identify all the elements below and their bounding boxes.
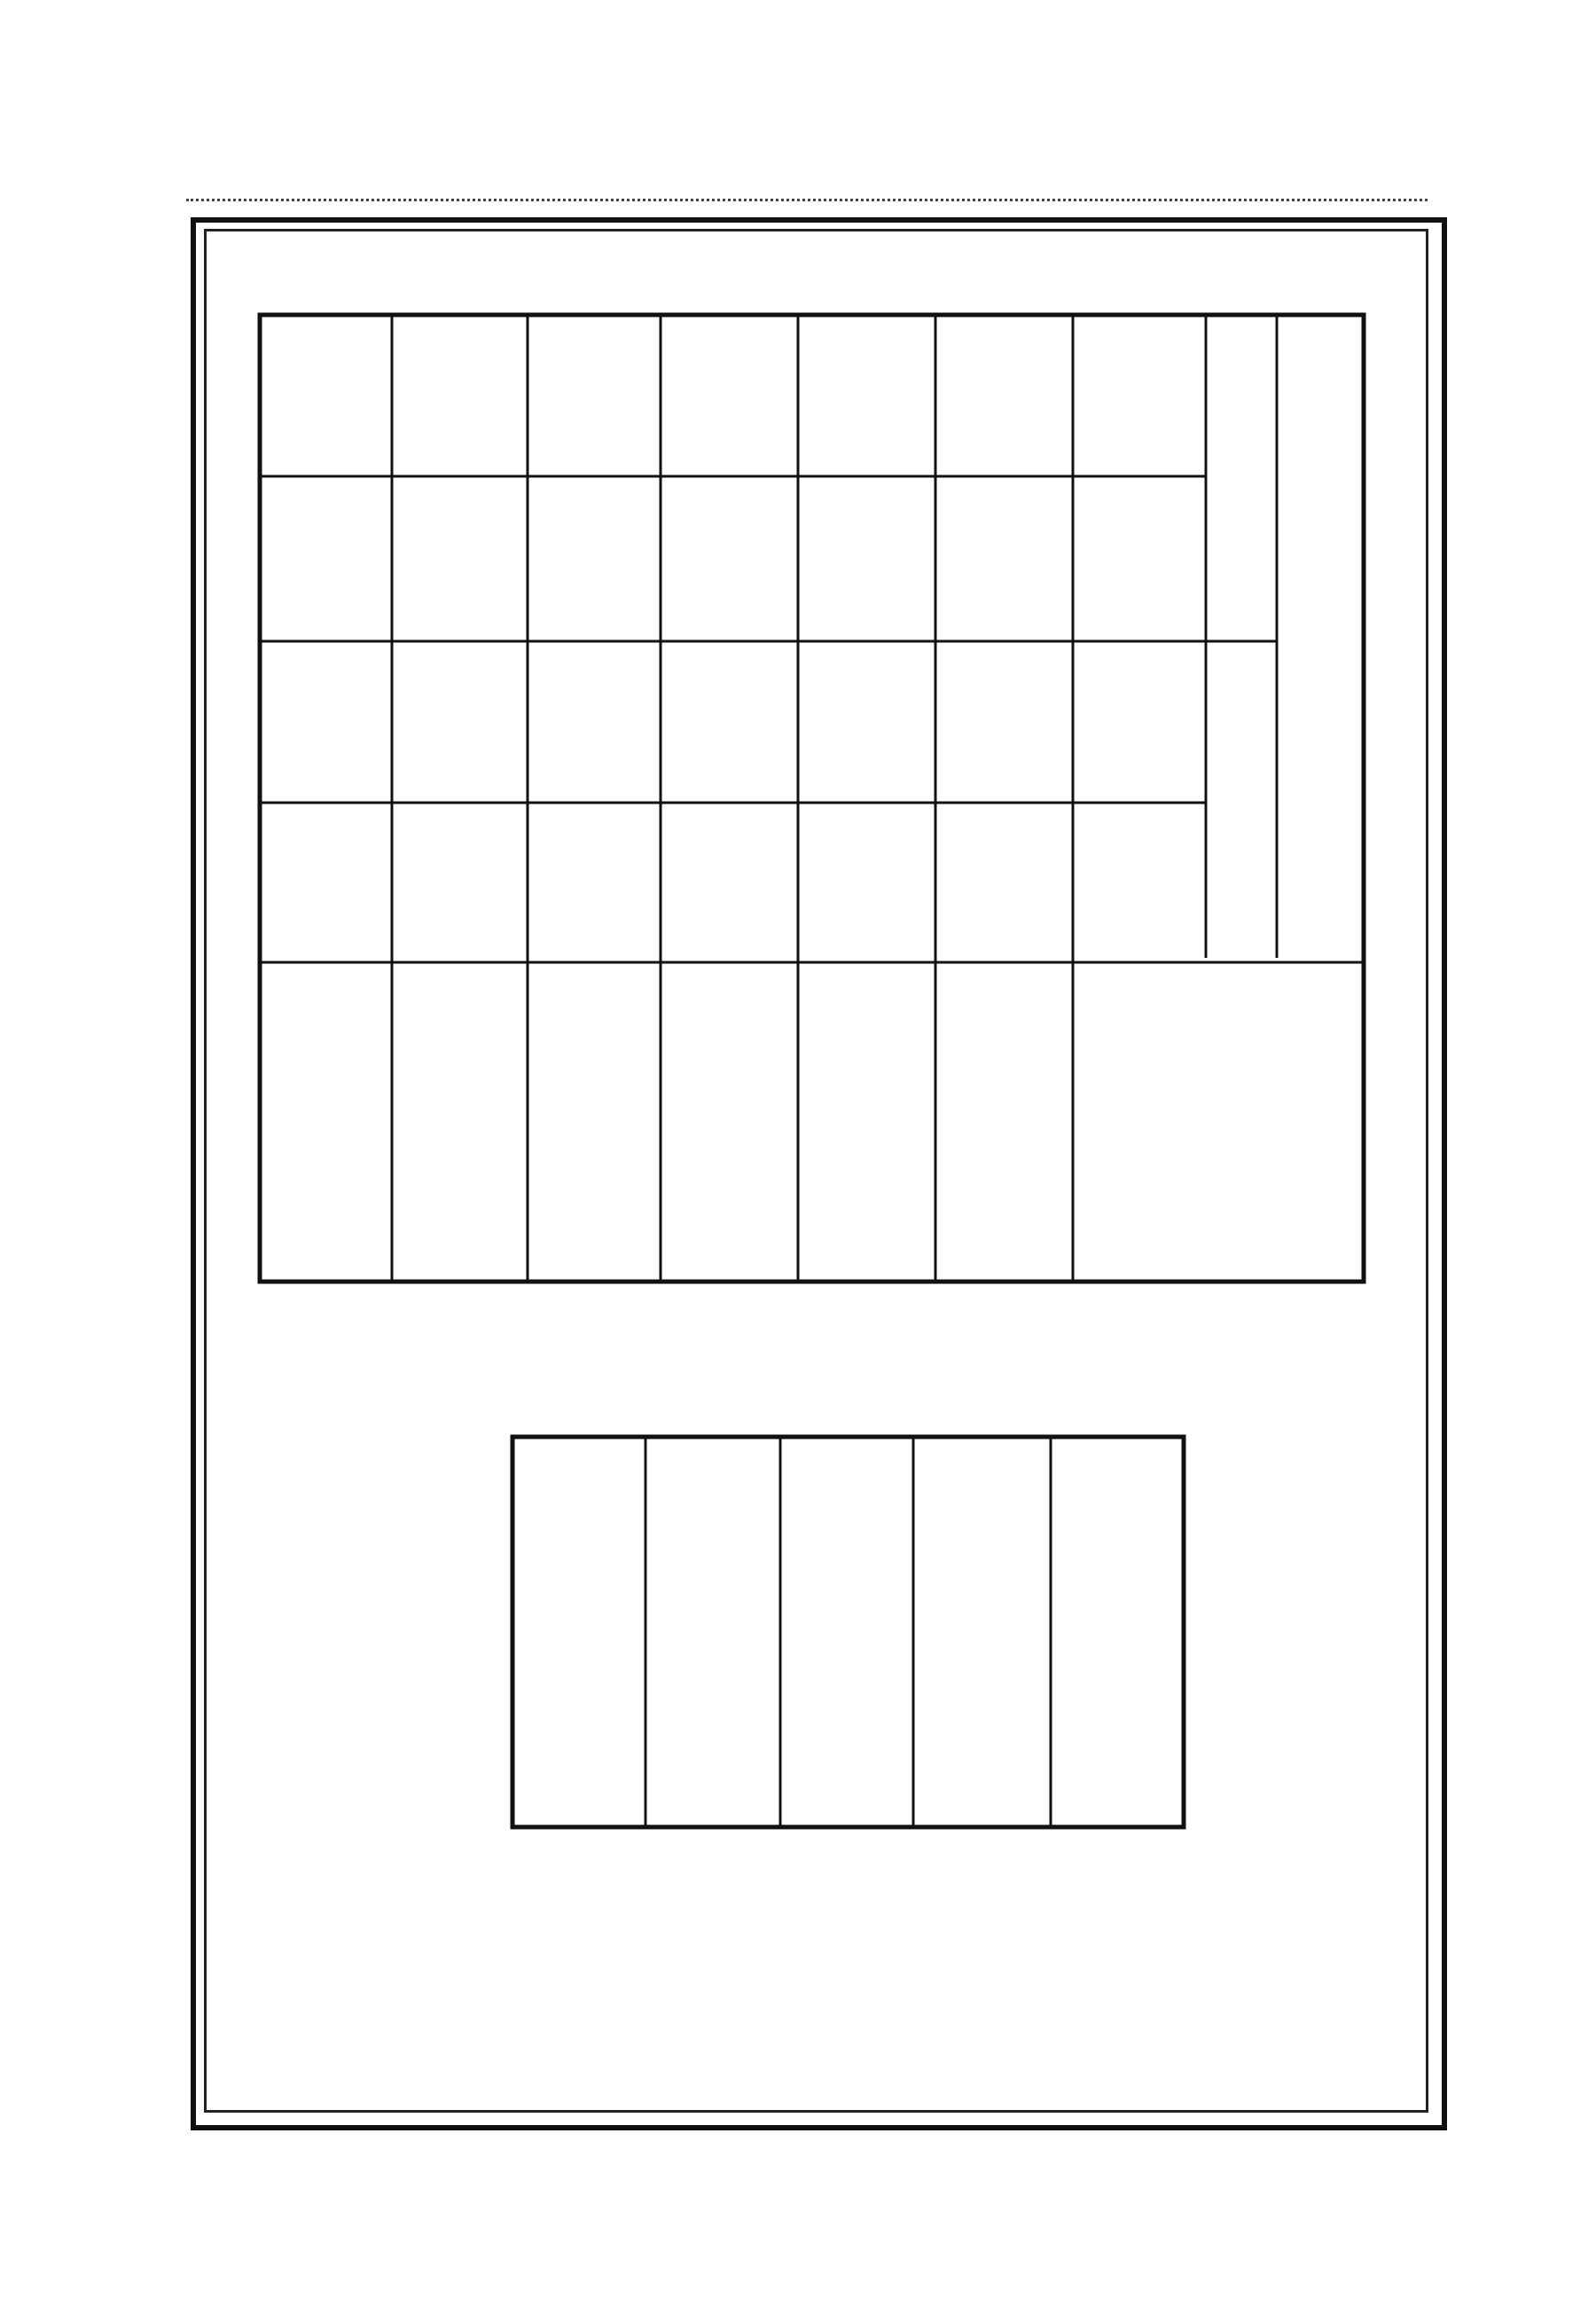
page-frame-inner	[204, 229, 1428, 2113]
table1-title	[1295, 373, 1348, 869]
header-rule	[186, 199, 1428, 212]
